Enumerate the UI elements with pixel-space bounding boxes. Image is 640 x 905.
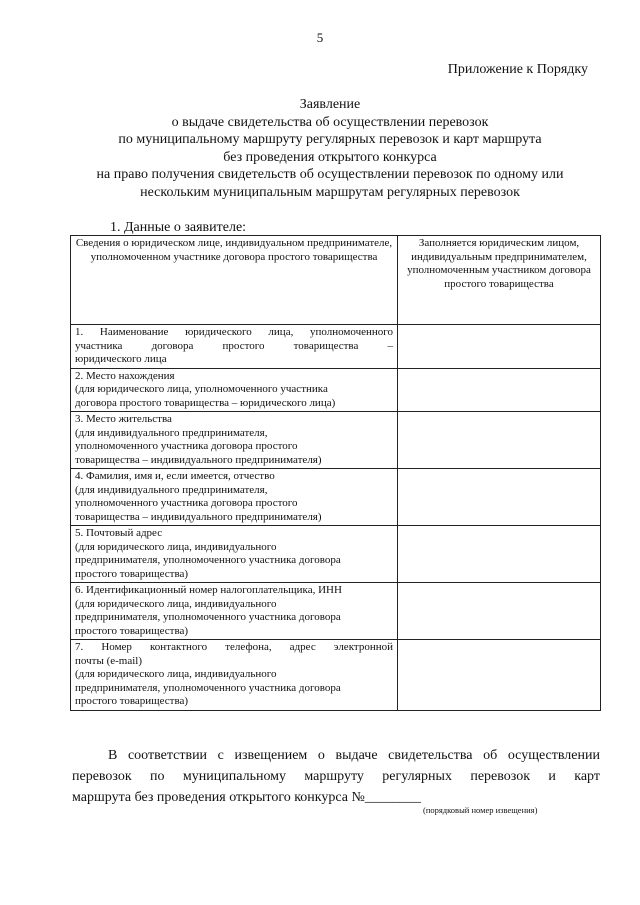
notice-number-caption: (порядковый номер извещения)	[423, 805, 538, 815]
row-label-line: простого товарищества)	[75, 695, 189, 707]
row-value-cell[interactable]	[398, 640, 601, 711]
table-header-row	[71, 236, 601, 325]
title-line: по муниципальному маршруту регулярных перевозок и карт маршрута	[118, 132, 542, 147]
row-label-line: почты (e-mail)	[75, 654, 143, 667]
row-label	[71, 368, 398, 412]
table-row	[71, 583, 601, 640]
row-label-line: 6. Идентификационный номер налогоплательщика, ИНН	[75, 584, 342, 596]
row-label-line: 5. Почтовый адрес	[75, 527, 163, 539]
row-value-cell[interactable]	[398, 412, 601, 469]
title-line: Заявление	[299, 97, 361, 112]
row-label	[71, 526, 398, 583]
row-label	[71, 583, 398, 640]
row-label-line: (для индивидуального предпринимателя,	[75, 483, 268, 496]
row-label-line: (для юридического лица, индивидуального	[75, 668, 277, 680]
table-row	[71, 640, 601, 711]
row-label	[71, 640, 398, 711]
row-label-line: 7. Номер контактного телефона, адрес электронной	[75, 641, 393, 653]
row-label-line: товарищества – индивидуального предпринимателя)	[75, 453, 322, 466]
table-row	[71, 526, 601, 583]
row-label-line: простого товарищества)	[75, 567, 189, 580]
table-row	[71, 412, 601, 469]
row-label-line: 1. Наименование юридического лица, уполномоченного	[75, 326, 393, 338]
row-label-line: юридического лица	[75, 353, 167, 365]
row-label-line: (для юридического лица, уполномоченного участника	[75, 383, 328, 395]
row-label-line: товарищества – индивидуального предпринимателя)	[75, 510, 322, 523]
row-label-line: простого товарищества)	[75, 624, 189, 637]
table-row	[71, 325, 601, 369]
paragraph-line: маршрута без проведения открытого конкурса №________	[72, 790, 421, 805]
document-title	[60, 96, 600, 201]
row-label-line: (для юридического лица, индивидуального	[75, 540, 277, 553]
row-value-cell[interactable]	[398, 325, 601, 369]
paragraph-line: перевозок по муниципальному маршруту регулярных перевозок и карт	[72, 769, 600, 784]
row-value-cell[interactable]	[398, 526, 601, 583]
appendix-label: Приложение к Порядку	[447, 62, 588, 77]
row-label-line: предпринимателя, уполномоченного участника договора	[75, 611, 341, 623]
paragraph-line: В соответствии с извещением о выдаче свидетельства об осуществлении	[108, 748, 600, 763]
table-row	[71, 368, 601, 412]
row-label-line: предпринимателя, уполномоченного участника договора	[75, 554, 341, 566]
row-label-line: (для юридического лица, индивидуального	[75, 597, 277, 610]
row-label-line: договора простого товарищества – юридического лица)	[75, 396, 336, 409]
row-label-line: уполномоченного участника договора простого	[75, 497, 298, 509]
row-label-line: уполномоченного участника договора простого	[75, 440, 298, 452]
row-value-cell[interactable]	[398, 368, 601, 412]
row-label-line: 4. Фамилия, имя и, если имеется, отчество	[75, 470, 275, 482]
title-line: без проведения открытого конкурса	[223, 149, 437, 165]
row-label-line: 3. Место жительства	[75, 413, 172, 425]
row-value-cell[interactable]	[398, 583, 601, 640]
header-info-column: Сведения о юридическом лице, индивидуальном предпринимателе, уполномоченном участнике договора простого товарищества	[71, 236, 398, 325]
row-label-line: предпринимателя, уполномоченного участника договора	[75, 681, 341, 694]
table-row	[71, 469, 601, 526]
page-number: 5	[316, 30, 324, 45]
row-value-cell[interactable]	[398, 469, 601, 526]
title-line: на право получения свидетельств об осуществлении перевозок по одному или	[96, 167, 564, 182]
row-label	[71, 469, 398, 526]
title-line: о выдаче свидетельства об осуществлении перевозок	[171, 114, 489, 130]
row-label-line: участника договора простого товарищества –	[75, 339, 393, 352]
applicant-data-table	[70, 235, 601, 711]
row-label-line: (для индивидуального предпринимателя,	[75, 426, 268, 439]
row-label-line: 2. Место нахождения	[75, 369, 175, 382]
section-heading: 1. Данные о заявителе:	[110, 220, 247, 235]
row-label	[71, 325, 398, 369]
row-label	[71, 412, 398, 469]
title-line: нескольким муниципальным маршрутам регулярных перевозок	[140, 184, 520, 200]
header-fill-column: Заполняется юридическим лицом, индивидуальным предпринимателем, уполномоченным участником договора простого товарищества	[398, 236, 601, 325]
